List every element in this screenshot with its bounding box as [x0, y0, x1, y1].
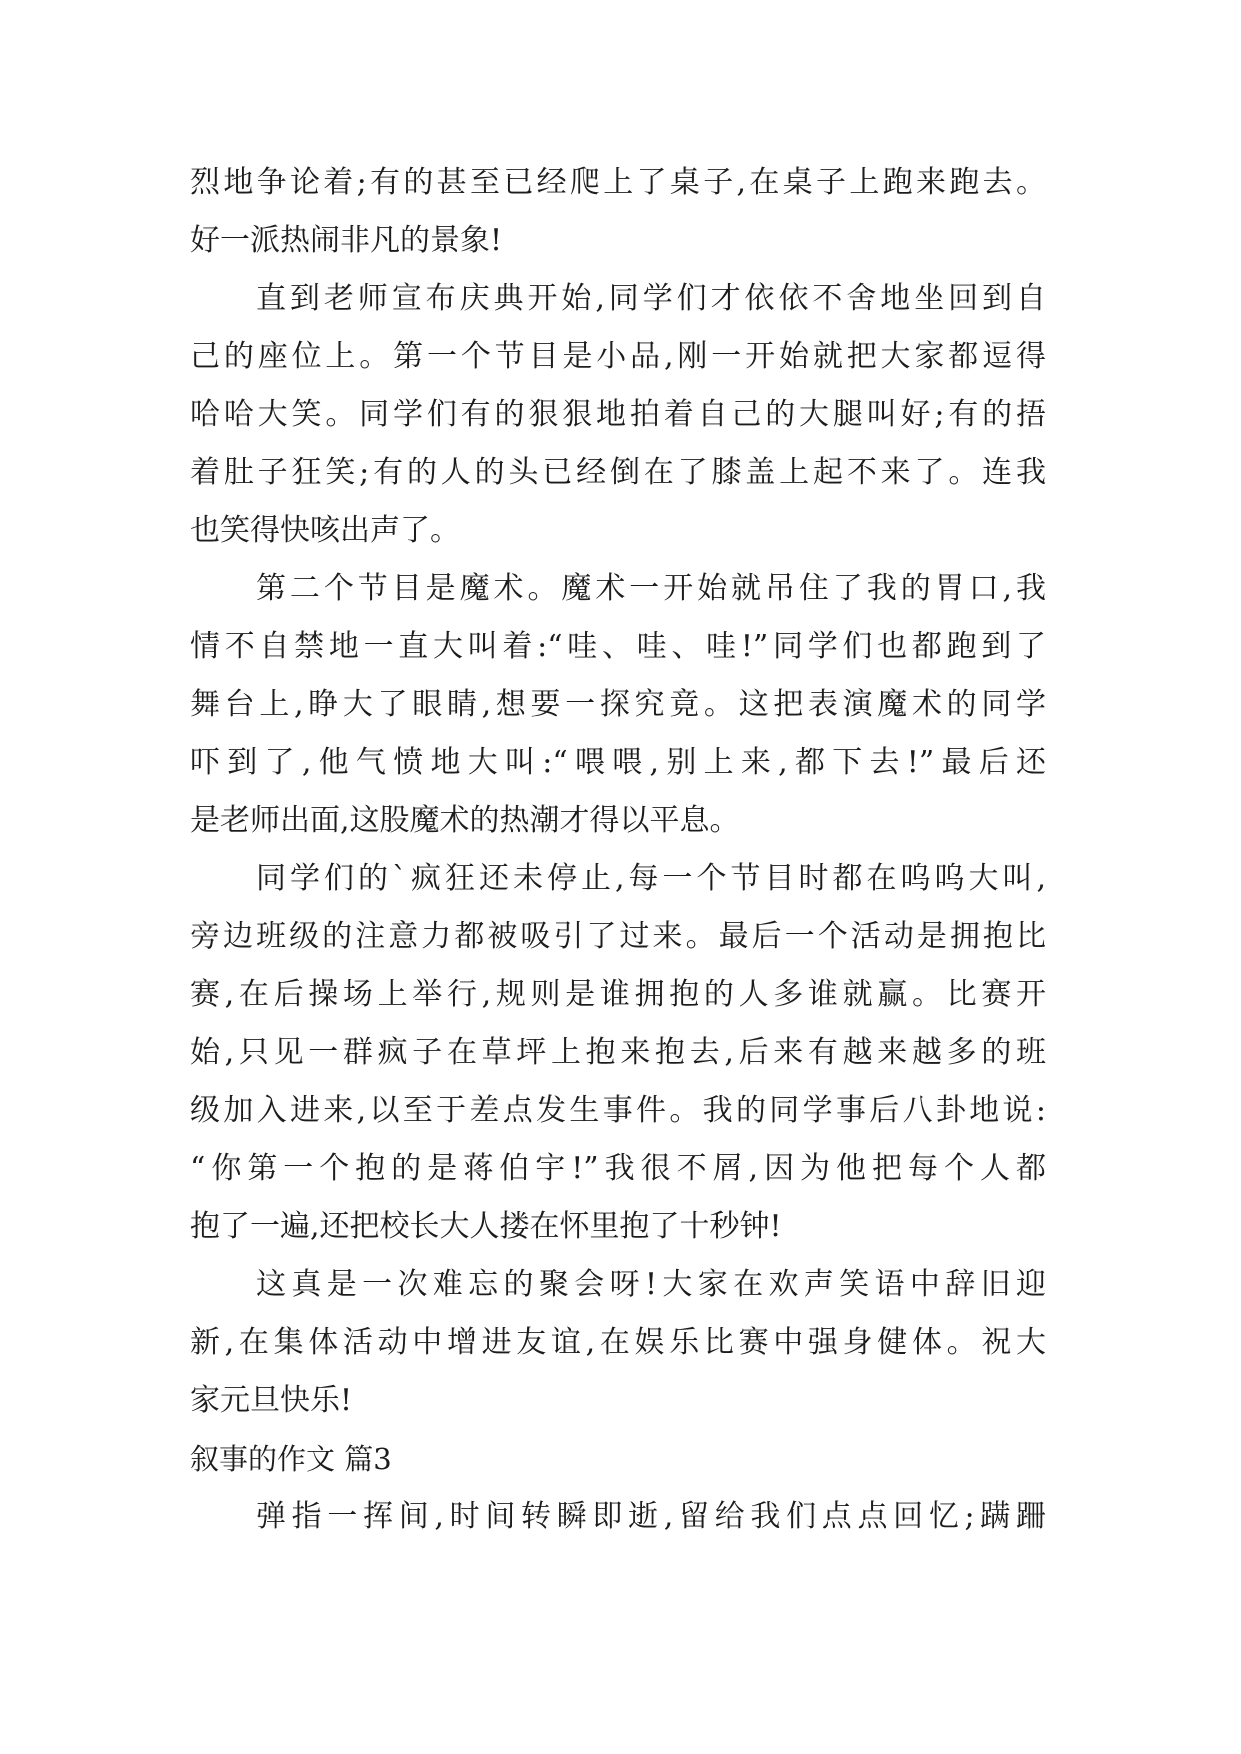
- text-line: 抱了一遍,还把校长大人搂在怀里抱了十秒钟!: [190, 1209, 782, 1244]
- paragraph-continued: [190, 154, 1046, 270]
- text-line: 着肚子狂笑;有的人的头已经倒在了膝盖上起不来了。连我: [190, 455, 1046, 490]
- text-line: 第二个节目是魔术。魔术一开始就吊住了我的胃口,我: [256, 571, 1046, 606]
- text-line: 赛,在后操场上举行,规则是谁拥抱的人多谁就赢。比赛开: [190, 977, 1046, 1012]
- text-line: 是老师出面,这股魔术的热潮才得以平息。: [190, 803, 740, 838]
- text-line: 旁边班级的注意力都被吸引了过来。最后一个活动是拥抱比: [190, 919, 1046, 954]
- text-line: 直到老师宣布庆典开始,同学们才依依不舍地坐回到自: [256, 281, 1046, 316]
- text-line: 哈哈大笑。同学们有的狠狠地拍着自己的大腿叫好;有的捂: [190, 397, 1046, 432]
- text-line: 己的座位上。第一个节目是小品,刚一开始就把大家都逗得: [190, 339, 1046, 374]
- text-line: 这真是一次难忘的聚会呀!大家在欢声笑语中辞旧迎: [256, 1267, 1046, 1302]
- text-line: “你第一个抱的是蒋伯宇!”我很不屑,因为他把每个人都: [190, 1151, 1046, 1186]
- text-line: 好一派热闹非凡的景象!: [190, 223, 503, 258]
- text-line: 新,在集体活动中增进友谊,在娱乐比赛中强身健体。祝大: [190, 1325, 1046, 1360]
- text-line: 级加入进来,以至于差点发生事件。我的同学事后八卦地说:: [190, 1093, 1046, 1128]
- document-body: [190, 154, 1046, 1546]
- text-line: 家元旦快乐!: [190, 1383, 353, 1418]
- text-line: 烈地争论着;有的甚至已经爬上了桌子,在桌子上跑来跑去。: [190, 165, 1046, 200]
- paragraph: [190, 270, 1046, 560]
- text-line: 吓到了,他气愤地大叫:“喂喂,别上来,都下去!”最后还: [190, 745, 1046, 780]
- paragraph: [190, 850, 1046, 1256]
- section-heading: 叙事的作文 篇3: [190, 1442, 392, 1476]
- paragraph: [190, 1256, 1046, 1430]
- text-line: 也笑得快咳出声了。: [190, 513, 460, 548]
- text-line: 舞台上,睁大了眼睛,想要一探究竟。这把表演魔术的同学: [190, 687, 1046, 722]
- text-line: 始,只见一群疯子在草坪上抱来抱去,后来有越来越多的班: [190, 1035, 1046, 1070]
- text-line: 同学们的`疯狂还未停止,每一个节目时都在呜呜大叫,: [256, 861, 1046, 896]
- text-line: 情不自禁地一直大叫着:“哇、哇、哇!”同学们也都跑到了: [190, 629, 1046, 664]
- text-line: 弹指一挥间,时间转瞬即逝,留给我们点点回忆;蹒跚: [256, 1499, 1046, 1534]
- paragraph: [190, 560, 1046, 850]
- paragraph: [190, 1488, 1046, 1546]
